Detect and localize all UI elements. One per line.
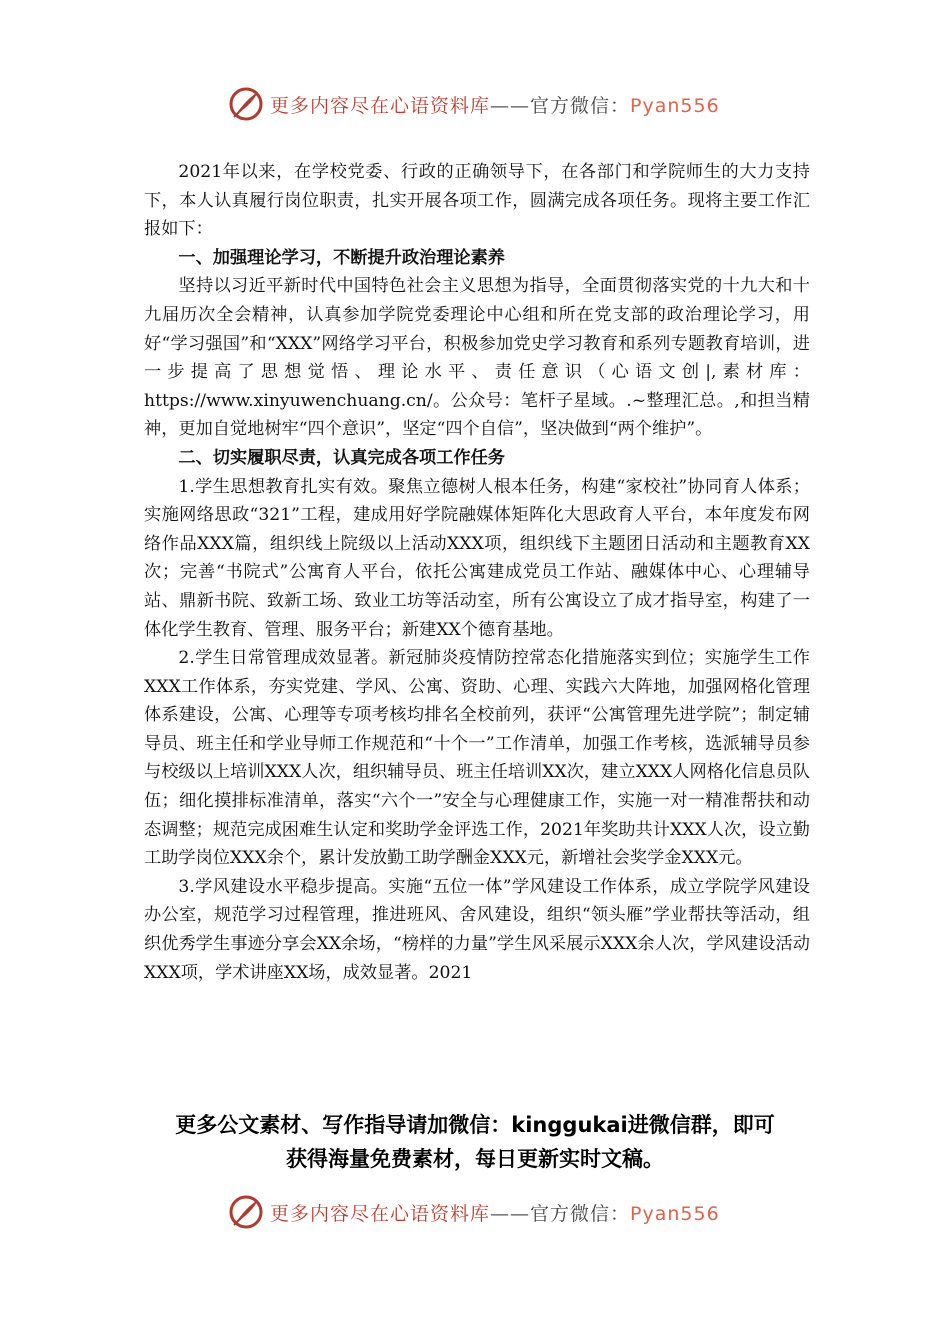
- quill-logo-icon: [228, 1194, 264, 1230]
- document-body: [144, 158, 810, 987]
- section1-paragraph: 坚持以习近平新时代中国特色社会主义思想为指导，全面贯彻落实党的十九大和十九届历次全会精神，认真参加学院党委理论中心组和所在党支部的政治理论学习，用好“学习强国”和“XXX”网络学习平台，积极参加党史学习教育和系列专题教育培训，进一步提高了思想觉悟、理论水平、责任意识（心语文创|,素材库：https://www.xinyuwenchuang.cn/。公众号：笔杆子星域。.~整理汇总。,和担当精神，更加自觉地树牢“四个意识”，坚定“四个自信”，坚决做到“两个维护”。: [144, 276, 810, 440]
- quill-logo-icon: [228, 86, 264, 122]
- banner-separator: ——: [490, 1202, 531, 1225]
- footer-banner: [228, 1192, 720, 1232]
- banner-title: 更多内容尽在心语资料库: [270, 1202, 491, 1225]
- header-banner: [228, 84, 720, 124]
- banner-text: [270, 91, 720, 118]
- banner-hint: 官方微信：: [530, 1202, 631, 1225]
- promo-line-2: 获得海量免费素材，每日更新实时文稿。: [286, 1147, 664, 1171]
- item3-paragraph: 3.学风建设水平稳步提高。实施“五位一体”学风建设工作体系，成立学院学风建设办公室，规范学习过程管理，推进班风、舍风建设，组织“领头雁”学业帮扶等活动，组织优秀学生事迹分享会XX余场，“榜样的力量”学生风采展示XXX余人次，学风建设活动XXX项，学术讲座XX场，成效显著。2021: [144, 876, 810, 983]
- intro-paragraph: 2021年以来，在学校党委、行政的正确领导下，在各部门和学院师生的大力支持下，本人认真履行岗位职责，扎实开展各项工作，圆满完成各项任务。现将主要工作汇报如下：: [144, 162, 810, 240]
- item2-paragraph: 2.学生日常管理成效显著。新冠肺炎疫情防控常态化措施落实到位；实施学生工作XXX工作体系，夯实党建、学风、公寓、资助、心理、实践六大阵地，加强网格化管理体系建设，公寓、心理等专项考核均排名全校前列，获评“公寓管理先进学院”；制定辅导员、班主任和学业导师工作规范和“十个一”工作清单，加强工作考核，选派辅导员参与校级以上培训XXX人次，组织辅导员、班主任培训XX次，建立XXX人网格化信息员队伍；细化摸排标准清单，落实“六个一”安全与心理健康工作，实施一对一精准帮扶和动态调整；规范完成困难生认定和奖助学金评选工作，2021年奖助共计XXX人次，设立勤工助学岗位XXX余个，累计发放勤工助学酬金XXX元，新增社会奖学金XXX元。: [144, 648, 810, 869]
- banner-wechat-id: Pyan556: [630, 94, 720, 117]
- promo-line-1: 更多公文素材、写作指导请加微信：kinggukai进微信群，即可: [175, 1113, 775, 1137]
- banner-title: 更多内容尽在心语资料库: [270, 94, 491, 117]
- item1-paragraph: 1.学生思想教育扎实有效。聚焦立德树人根本任务，构建“家校社”协同育人体系；实施网络思政“321”工程，建成用好学院融媒体矩阵化大思政育人平台，本年度发布网络作品XXX篇，组织线上院级以上活动XXX项，组织线下主题团日活动和主题教育XX次；完善“书院式”公寓育人平台，依托公寓建成党员工作站、融媒体中心、心理辅导站、鼎新书院、致新工场、致业工坊等活动室，所有公寓设立了成才指导室，构建了一体化学生教育、管理、服务平台；新建XX个德育基地。: [144, 476, 810, 640]
- promo-block: [0, 1108, 950, 1176]
- banner-hint: 官方微信：: [530, 94, 631, 117]
- banner-text: [270, 1199, 720, 1226]
- banner-wechat-id: Pyan556: [630, 1202, 720, 1225]
- section2-heading: 二、切实履职尽责，认真完成各项工作任务: [178, 447, 505, 468]
- banner-separator: ——: [490, 94, 531, 117]
- section1-heading: 一、加强理论学习，不断提升政治理论素养: [178, 247, 505, 268]
